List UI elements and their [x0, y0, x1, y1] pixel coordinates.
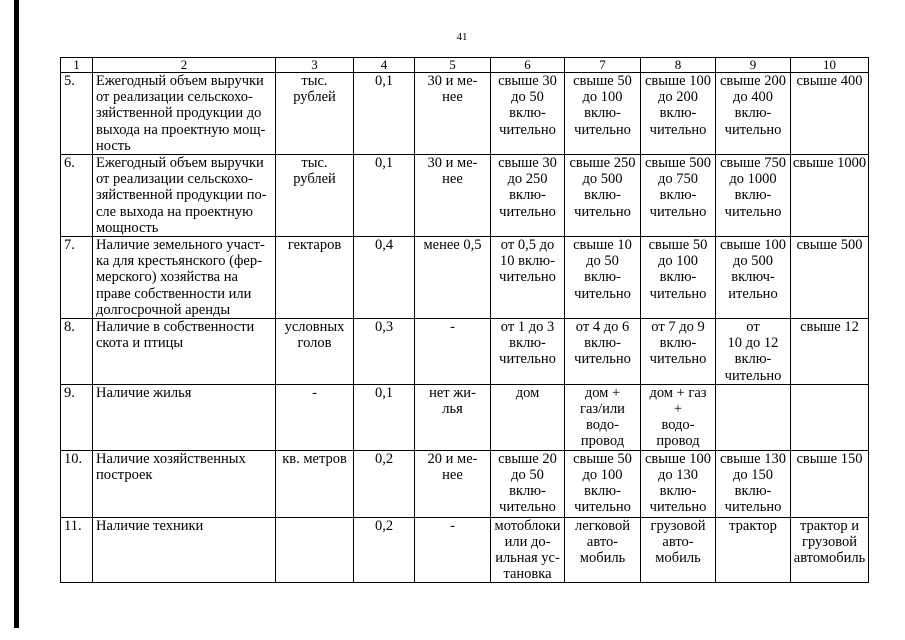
table-row — [61, 237, 869, 319]
gradation-cell: дом — [491, 384, 565, 450]
indicator-cell: Наличие земельного участ- ка для крестьянского (фер- мерского) хозяйства на праве собственности или долгосрочной аренды — [93, 237, 276, 319]
table-row — [61, 319, 869, 385]
gradation-cell: 30 и ме- нее — [415, 155, 491, 237]
gradation-cell: менее 0,5 — [415, 237, 491, 319]
indicator-cell: Ежегодный объем выручки от реализации сельскохо- зяйственной продукции до выхода на проектную мощ- ность — [93, 73, 276, 155]
gradation-cell: 30 и ме- нее — [415, 73, 491, 155]
coefficient-cell: 0,1 — [354, 155, 415, 237]
row-number-cell: 11. — [61, 517, 93, 583]
unit-cell: - — [276, 384, 354, 450]
row-number-cell: 6. — [61, 155, 93, 237]
gradation-cell: грузовой авто- мобиль — [641, 517, 716, 583]
row-number-cell: 7. — [61, 237, 93, 319]
gradation-cell: трактор и грузовой автомобиль — [791, 517, 869, 583]
column-number-header: 8 — [641, 58, 716, 73]
row-number-cell: 5. — [61, 73, 93, 155]
coefficient-cell: 0,1 — [354, 384, 415, 450]
scan-edge-line — [14, 0, 19, 628]
column-number-header: 1 — [61, 58, 93, 73]
gradation-cell: мотоблоки или до- ильная ус- тановка — [491, 517, 565, 583]
gradation-cell: трактор — [716, 517, 791, 583]
gradation-cell: свыше 400 — [791, 73, 869, 155]
row-number-cell: 9. — [61, 384, 93, 450]
table-row — [61, 450, 869, 517]
gradation-cell: от 0,5 до 10 вклю- чительно — [491, 237, 565, 319]
gradation-cell: от 4 до 6 вклю- чительно — [565, 319, 641, 385]
header-row — [61, 58, 869, 73]
gradation-cell: свыше 500 до 750 вклю- чительно — [641, 155, 716, 237]
gradation-cell: свыше 750 до 1000 вклю- чительно — [716, 155, 791, 237]
gradation-cell: свыше 30 до 50 вклю- чительно — [491, 73, 565, 155]
column-number-header: 5 — [415, 58, 491, 73]
indicator-cell: Наличие хозяйственных построек — [93, 450, 276, 517]
gradation-cell: - — [415, 319, 491, 385]
table-row — [61, 384, 869, 450]
indicator-cell: Наличие техники — [93, 517, 276, 583]
column-number-header: 6 — [491, 58, 565, 73]
indicator-cell: Ежегодный объем выручки от реализации сельскохо- зяйственной продукции по- сле выхода на проектную мощность — [93, 155, 276, 237]
coefficient-cell: 0,2 — [354, 517, 415, 583]
column-number-header: 7 — [565, 58, 641, 73]
column-number-header: 9 — [716, 58, 791, 73]
row-number-cell: 8. — [61, 319, 93, 385]
unit-cell: кв. метров — [276, 450, 354, 517]
gradation-cell: нет жи- лья — [415, 384, 491, 450]
gradation-cell: свыше 1000 — [791, 155, 869, 237]
row-number-cell: 10. — [61, 450, 93, 517]
gradation-cell: свыше 130 до 150 вклю- чительно — [716, 450, 791, 517]
coefficient-cell: 0,1 — [354, 73, 415, 155]
coefficient-cell: 0,2 — [354, 450, 415, 517]
gradation-cell: 20 и ме- нее — [415, 450, 491, 517]
gradation-cell: свыше 50 до 100 вклю- чительно — [641, 237, 716, 319]
gradation-cell: свыше 20 до 50 вклю- чительно — [491, 450, 565, 517]
page-number: 41 — [456, 31, 468, 43]
gradation-cell: дом + газ/или водо- провод — [565, 384, 641, 450]
table-row — [61, 517, 869, 583]
criteria-table — [60, 57, 869, 583]
column-number-header: 10 — [791, 58, 869, 73]
gradation-cell — [791, 384, 869, 450]
gradation-cell: легковой авто- мобиль — [565, 517, 641, 583]
gradation-cell: свыше 100 до 200 вклю- чительно — [641, 73, 716, 155]
gradation-cell: свыше 12 — [791, 319, 869, 385]
column-number-header: 4 — [354, 58, 415, 73]
table-row — [61, 155, 869, 237]
gradation-cell: от 7 до 9 вклю- чительно — [641, 319, 716, 385]
indicator-cell: Наличие жилья — [93, 384, 276, 450]
unit-cell: условных голов — [276, 319, 354, 385]
coefficient-cell: 0,3 — [354, 319, 415, 385]
gradation-cell: дом + газ + водо- провод — [641, 384, 716, 450]
gradation-cell: свыше 200 до 400 вклю- чительно — [716, 73, 791, 155]
gradation-cell: - — [415, 517, 491, 583]
gradation-cell: свыше 100 до 130 вклю- чительно — [641, 450, 716, 517]
column-number-header: 2 — [93, 58, 276, 73]
gradation-cell: свыше 10 до 50 вклю- чительно — [565, 237, 641, 319]
gradation-cell — [716, 384, 791, 450]
gradation-cell: свыше 30 до 250 вклю- чительно — [491, 155, 565, 237]
gradation-cell: свыше 50 до 100 вклю- чительно — [565, 73, 641, 155]
gradation-cell: от 10 до 12 вклю- чительно — [716, 319, 791, 385]
unit-cell: тыс. рублей — [276, 73, 354, 155]
gradation-cell: свыше 50 до 100 вклю- чительно — [565, 450, 641, 517]
gradation-cell: свыше 250 до 500 вклю- чительно — [565, 155, 641, 237]
unit-cell — [276, 517, 354, 583]
table-row — [61, 73, 869, 155]
gradation-cell: от 1 до 3 вклю- чительно — [491, 319, 565, 385]
gradation-cell: свыше 150 — [791, 450, 869, 517]
unit-cell: тыс. рублей — [276, 155, 354, 237]
gradation-cell: свыше 100 до 500 включ- ительно — [716, 237, 791, 319]
unit-cell: гектаров — [276, 237, 354, 319]
gradation-cell: свыше 500 — [791, 237, 869, 319]
indicator-cell: Наличие в собственности скота и птицы — [93, 319, 276, 385]
column-number-header: 3 — [276, 58, 354, 73]
coefficient-cell: 0,4 — [354, 237, 415, 319]
